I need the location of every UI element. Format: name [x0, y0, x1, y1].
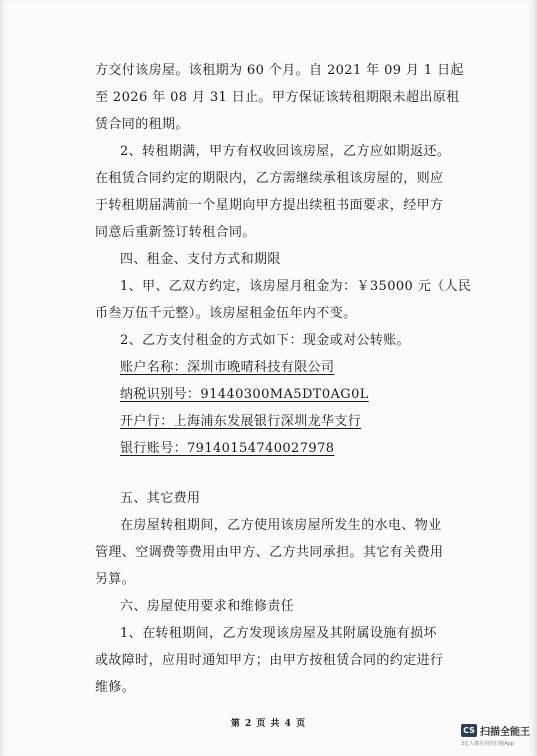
- body-line: 方交付该房屋。该租期为 60 个月。自 2021 年 09 月 1 日起: [95, 63, 464, 78]
- section-heading: 六、房屋使用要求和维修责任: [120, 599, 295, 614]
- body-line: 于转租期届满前一个星期向甲方提出续租书面要求，经甲方: [95, 198, 444, 213]
- body-line: 管理、空调费等费用由甲方、乙方共同承担。其它有关费用: [95, 545, 444, 560]
- body-line: 2、乙方支付租金的方式如下：现金或对公转账。: [120, 333, 411, 348]
- body-line: 2、转租期满，甲方有权收回该房屋，乙方应如期返还。: [120, 144, 451, 159]
- body-line: 或故障时，应用时通知甲方；由甲方按租赁合同的约定进行: [95, 653, 444, 668]
- account-name: 账户名称：深圳市晚晴科技有限公司: [120, 360, 335, 375]
- body-line: 另算。: [95, 572, 136, 587]
- scanner-watermark: [461, 723, 530, 738]
- body-line: 赁合同的租期。: [95, 117, 189, 132]
- page-number: 第 2 页 共 4 页: [230, 719, 307, 729]
- body-line: 在租赁合同约定的期限内，乙方需继续承租该房屋的，则应: [95, 171, 444, 186]
- scanner-app-name: 扫描全能王: [480, 727, 530, 738]
- bank-name: 开户行：上海浦东发展银行深圳龙华支行: [120, 414, 362, 429]
- body-line: 同意后重新签订转租合同。: [95, 225, 256, 240]
- tax-id: 纳税识别号：91440300MA5DT0AG0L: [120, 387, 369, 402]
- body-line: 至 2026 年 08 月 31 日止。甲方保证该转租期限未超出原租: [95, 90, 460, 105]
- camscanner-icon: CS: [461, 724, 477, 737]
- body-line: 1、在转租期间，乙方发现该房屋及其附属设施有损坏: [120, 626, 437, 641]
- section-heading: 四、租金、支付方式和期限: [120, 252, 281, 267]
- body-line: 在房屋转租期间，乙方使用该房屋所发生的水电、物业: [120, 518, 442, 533]
- section-heading: 五、其它费用: [120, 491, 201, 506]
- account-number: 银行账号：79140154740027978: [120, 441, 335, 456]
- body-line: 币叁万伍千元整）。该房屋租金伍年内不变。: [95, 306, 357, 321]
- scanner-tagline: 3亿人都在用的扫描App: [461, 741, 514, 747]
- body-line: 维修。: [95, 680, 136, 695]
- body-line: 1、甲、乙双方约定，该房屋月租金为：￥35000 元（人民: [120, 279, 472, 294]
